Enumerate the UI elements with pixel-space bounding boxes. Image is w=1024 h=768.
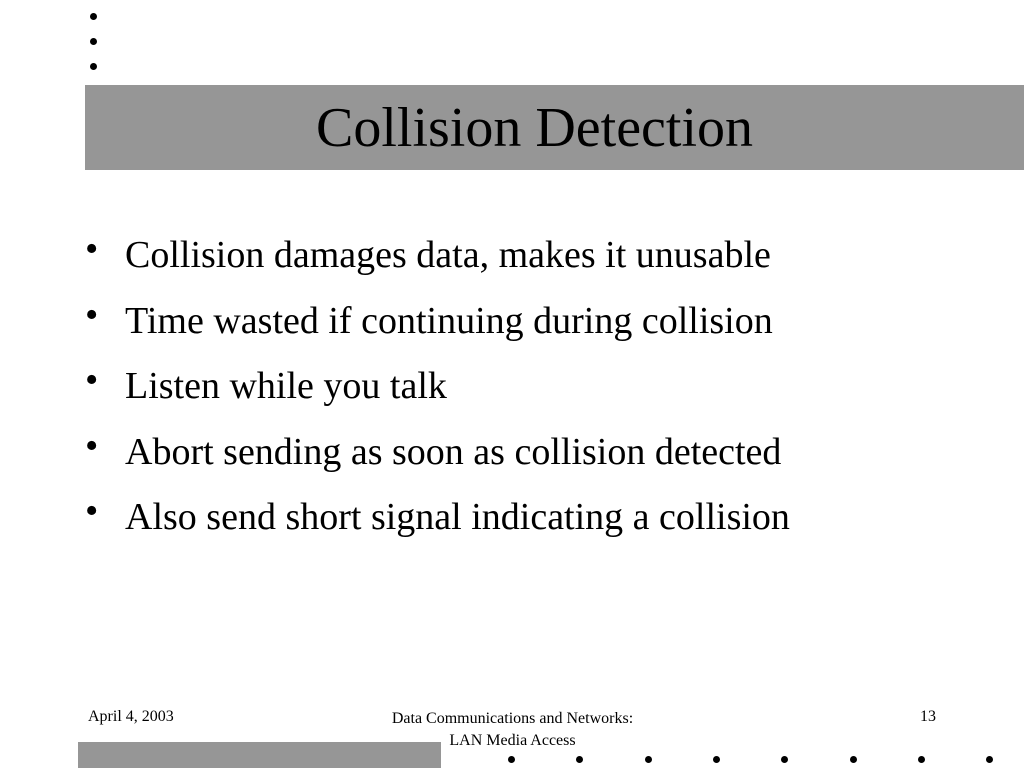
- page-number: 13: [920, 708, 936, 725]
- decorative-dot: [781, 756, 788, 763]
- footer-course-line2: LAN Media Access: [449, 732, 576, 749]
- bullet-mark: •: [85, 490, 99, 532]
- bullet-text: Abort sending as soon as collision detected: [125, 430, 782, 473]
- decorative-dot: [90, 63, 97, 70]
- bullet-item: [85, 361, 1005, 427]
- bottom-bar: [78, 742, 441, 768]
- decorative-dot: [986, 756, 993, 763]
- decorative-dot: [90, 13, 97, 20]
- decorative-dot: [850, 756, 857, 763]
- bullet-text: Also send short signal indicating a collision: [125, 496, 790, 538]
- bullet-text: Time wasted if continuing during collision: [125, 299, 773, 342]
- bullet-mark: •: [85, 293, 99, 336]
- decorative-dot: [713, 756, 720, 763]
- bullet-item: [85, 492, 1005, 558]
- decorative-dot: [576, 756, 583, 763]
- bullet-item: [85, 230, 1005, 296]
- slide-title: Collision Detection: [315, 96, 754, 159]
- bullet-item: [85, 424, 1005, 493]
- footer-date: April 4, 2003: [88, 708, 174, 725]
- bullet-mark: •: [85, 228, 99, 270]
- footer-course-line1: Data Communications and Networks:: [391, 710, 634, 727]
- decorative-dot: [918, 756, 925, 763]
- title-bar: [85, 85, 1024, 170]
- bullet-text: Collision damages data, makes it unusable: [125, 234, 771, 276]
- decorative-dot: [90, 38, 97, 45]
- bullet-item: [85, 293, 1005, 362]
- bullet-text: Listen while you talk: [125, 365, 447, 407]
- decorative-dot: [645, 756, 652, 763]
- bullet-mark: •: [85, 424, 99, 467]
- bullet-mark: •: [85, 359, 99, 401]
- bullet-list: [85, 230, 1005, 558]
- decorative-dot: [508, 756, 515, 763]
